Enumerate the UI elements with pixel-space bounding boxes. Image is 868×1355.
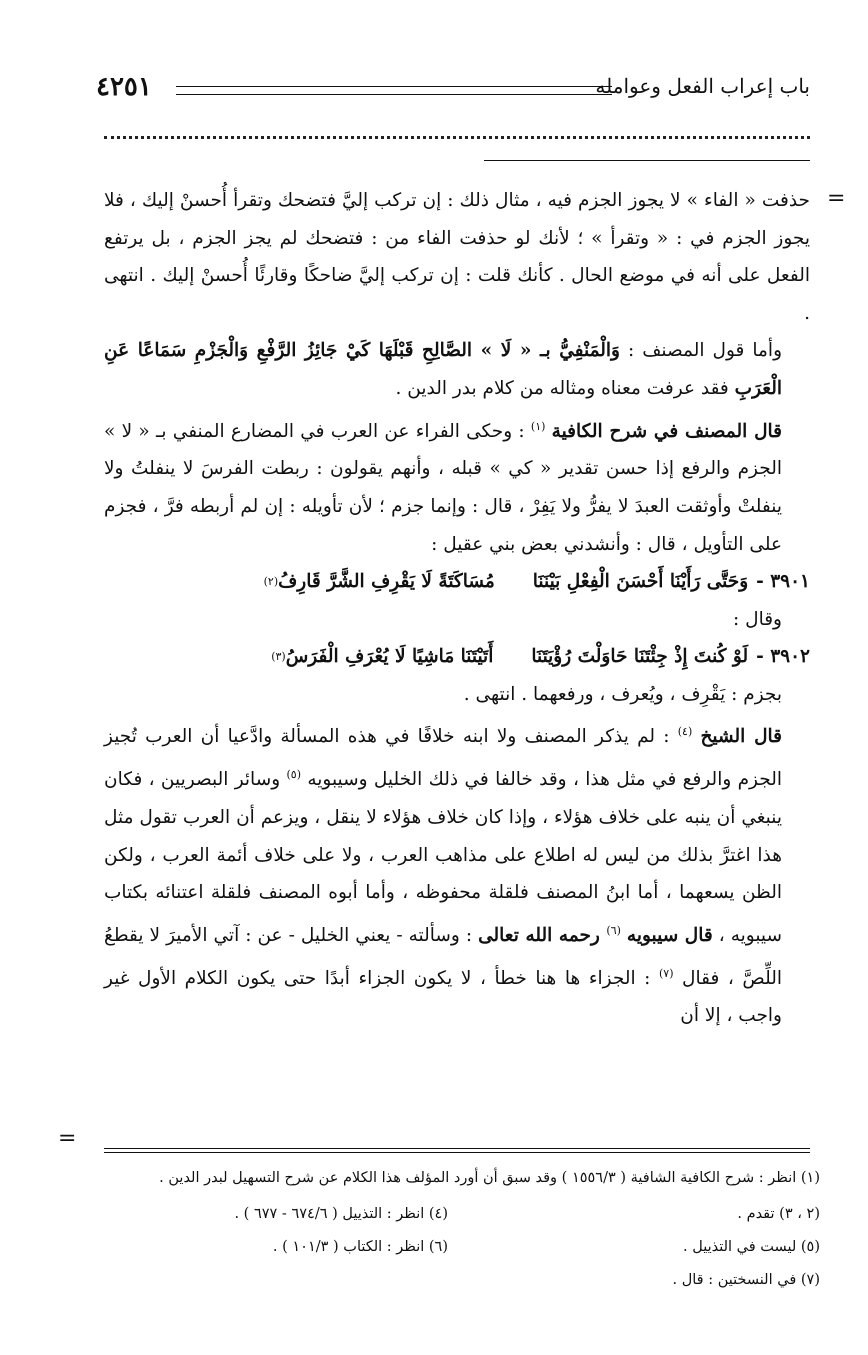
verse-hemistich: وَحَتَّى رَأَيْنَا أَحْسَنَ الْفِعْلِ بَيْنَنَا — [532, 571, 749, 593]
header-rule — [176, 86, 612, 87]
main-text — [104, 182, 810, 1035]
paragraph — [104, 408, 810, 564]
paragraph-text: فقد عرفت معناه ومثاله من كلام بدر الدين . — [395, 377, 735, 399]
footnote-ref: (٣) — [271, 650, 286, 664]
paragraph-text: وأما قول المصنف : — [619, 340, 783, 362]
citation-heading: رحمه الله تعالى — [478, 924, 607, 946]
page-number: ٤٢٥١ — [96, 72, 152, 102]
footnote: (٥) ليست في التذييل . — [683, 1239, 820, 1255]
running-title: باب إعراب الفعل وعوامله — [595, 74, 810, 98]
footnote-rule — [104, 1148, 810, 1149]
paragraph — [104, 713, 810, 1034]
verse-hemistich: مُسَاكَتَةً لَا يَقْرِفِ الشَّرَّ قَارِفُ — [278, 571, 495, 593]
footnote: (١) انظر : شرح الكافية الشافية ( ١٥٥٦/٣ ) وقد سبق أن أورد المؤلف هذا الكلام عن شرح التسهيل لبدر الدين . — [159, 1170, 820, 1186]
header-rule — [176, 94, 612, 95]
footnote: (٦) انظر : الكتاب ( ١٠١/٣ ) . — [272, 1239, 448, 1255]
verse-hemistich: أَتَيْتَنَا مَاشِيًا لَا يُعْرَفِ الْفَرَسُ — [285, 646, 494, 668]
footnote-ref: (٧) — [658, 966, 674, 980]
paragraph-text: وسائر البصريين ، فكان ينبغي أن ينبه على خلاف هؤلاء ، وإذا كان خلاف هؤلاء لا ينقل ، ويزعم أن العرب تقول مثل هذا اغترَّ بذلك من ليس له اطلاع على مذاهب العرب ، ولا على خلاف أئمة العرب ، ولكن الظن يسعهما ، أما ابنُ المصنف فلقلة محفوظه ، وأما أبوه المصنف فلقلة اعتنائه بكتاب سيبويه ، — [104, 769, 782, 946]
separator-rule — [484, 160, 810, 161]
paragraph-text: : وسألته - يعني الخليل - عن : آتي الأميرَ لا يقطعُ اللِّصَّ ، فقال — [104, 924, 782, 989]
continuation-mark: = — [827, 186, 846, 211]
paragraph: وقال : — [733, 608, 782, 630]
dotted-separator — [104, 136, 810, 149]
citation-heading: قال الشيخ — [700, 726, 782, 748]
footnote: (٧) في النسختين : قال . — [672, 1272, 820, 1288]
footnote-rule — [104, 1152, 810, 1153]
footnote: (٢ ، ٣) تقدم . — [737, 1206, 820, 1222]
verse-line — [104, 563, 810, 601]
footnote-ref: (٥) — [286, 768, 301, 782]
footnote-ref: (٦) — [606, 923, 621, 937]
paragraph: حذفت « الفاء » لا يجوز الجزم فيه ، مثال ذلك : إن تركب إليَّ فتضحك وتقرأ أُحسنْ إليك ، فلا يجوز الجزم في : « وتقرأ » ؛ لأنك لو حذفت الفاء من : فتضحك لم يجز الجزم ، بل يرتفع الفعل على أنه في موضع الحال . كأنك قلت : إن تركب إليَّ ضاحكًا وقارئًا أُحسنْ إليك . انتهى . — [104, 190, 810, 324]
verse-line — [104, 638, 810, 676]
footnote: (٤) انظر : التذييل ( ٦٧٤/٦ - ٦٧٧ ) . — [234, 1206, 448, 1222]
paragraph-text: : الجزاء ها هنا خطأ ، لا يكون الجزاء أبدًا حتى يكون الكلام الأول غير واجب ، إلا أن — [104, 967, 782, 1027]
paragraph: بجزم : يَقْرِف ، ويُعرف ، ورفعهما . انتهى . — [463, 683, 782, 705]
citation-heading: قال سيبويه — [626, 924, 713, 946]
continuation-mark: = — [58, 1126, 77, 1151]
footnote-ref: (١) — [530, 419, 546, 433]
footnote-ref: (٢) — [263, 575, 279, 589]
paragraph-text: : وحكى الفراء عن العرب في المضارع المنفي بـ « لا » الجزم والرفع إذا حسن تقدير « كي » قبله ، وأنهم يقولون : ربطت الفرسَ لا ينفلتُ ولا ينفلتْ وأوثقت العبدَ لا يفرُّ ولا يَفِرْ ، قال : وإنما جزم ؛ لأن تأويله : إن لم أربطه فرَّ ، فجزم على التأويل ، قال : وأنشدني بعض بني عقيل : — [104, 420, 782, 555]
verse-number: ٣٩٠٢ - — [756, 646, 810, 668]
paragraph — [104, 332, 810, 407]
verse-number: ٣٩٠١ - — [756, 571, 810, 593]
verse-hemistich: لَوْ كُنتَ إِذْ جِئْتَنَا حَاوَلْتَ رُؤْيَتَنَا — [531, 646, 749, 668]
quoted-text: وَالْمَنْفِيُّ بـ « لَا » الصَّالِحِ قَبْلَهَا كَيْ جَائِزُ الرَّفْعِ وَالْجَزْمِ سَمَاعًا عَنِ الْعَرَبِ — [104, 340, 782, 399]
footnote-ref: (٤) — [677, 725, 693, 739]
citation-heading: قال المصنف في شرح الكافية — [551, 420, 782, 442]
paragraph-text: : لم يذكر المصنف ولا ابنه خلافًا في هذه المسألة وادَّعيا أن العرب تُجيز الجزم والرفع في مثل هذا ، وقد خالفا في ذلك الخليل وسيبويه — [104, 726, 782, 791]
